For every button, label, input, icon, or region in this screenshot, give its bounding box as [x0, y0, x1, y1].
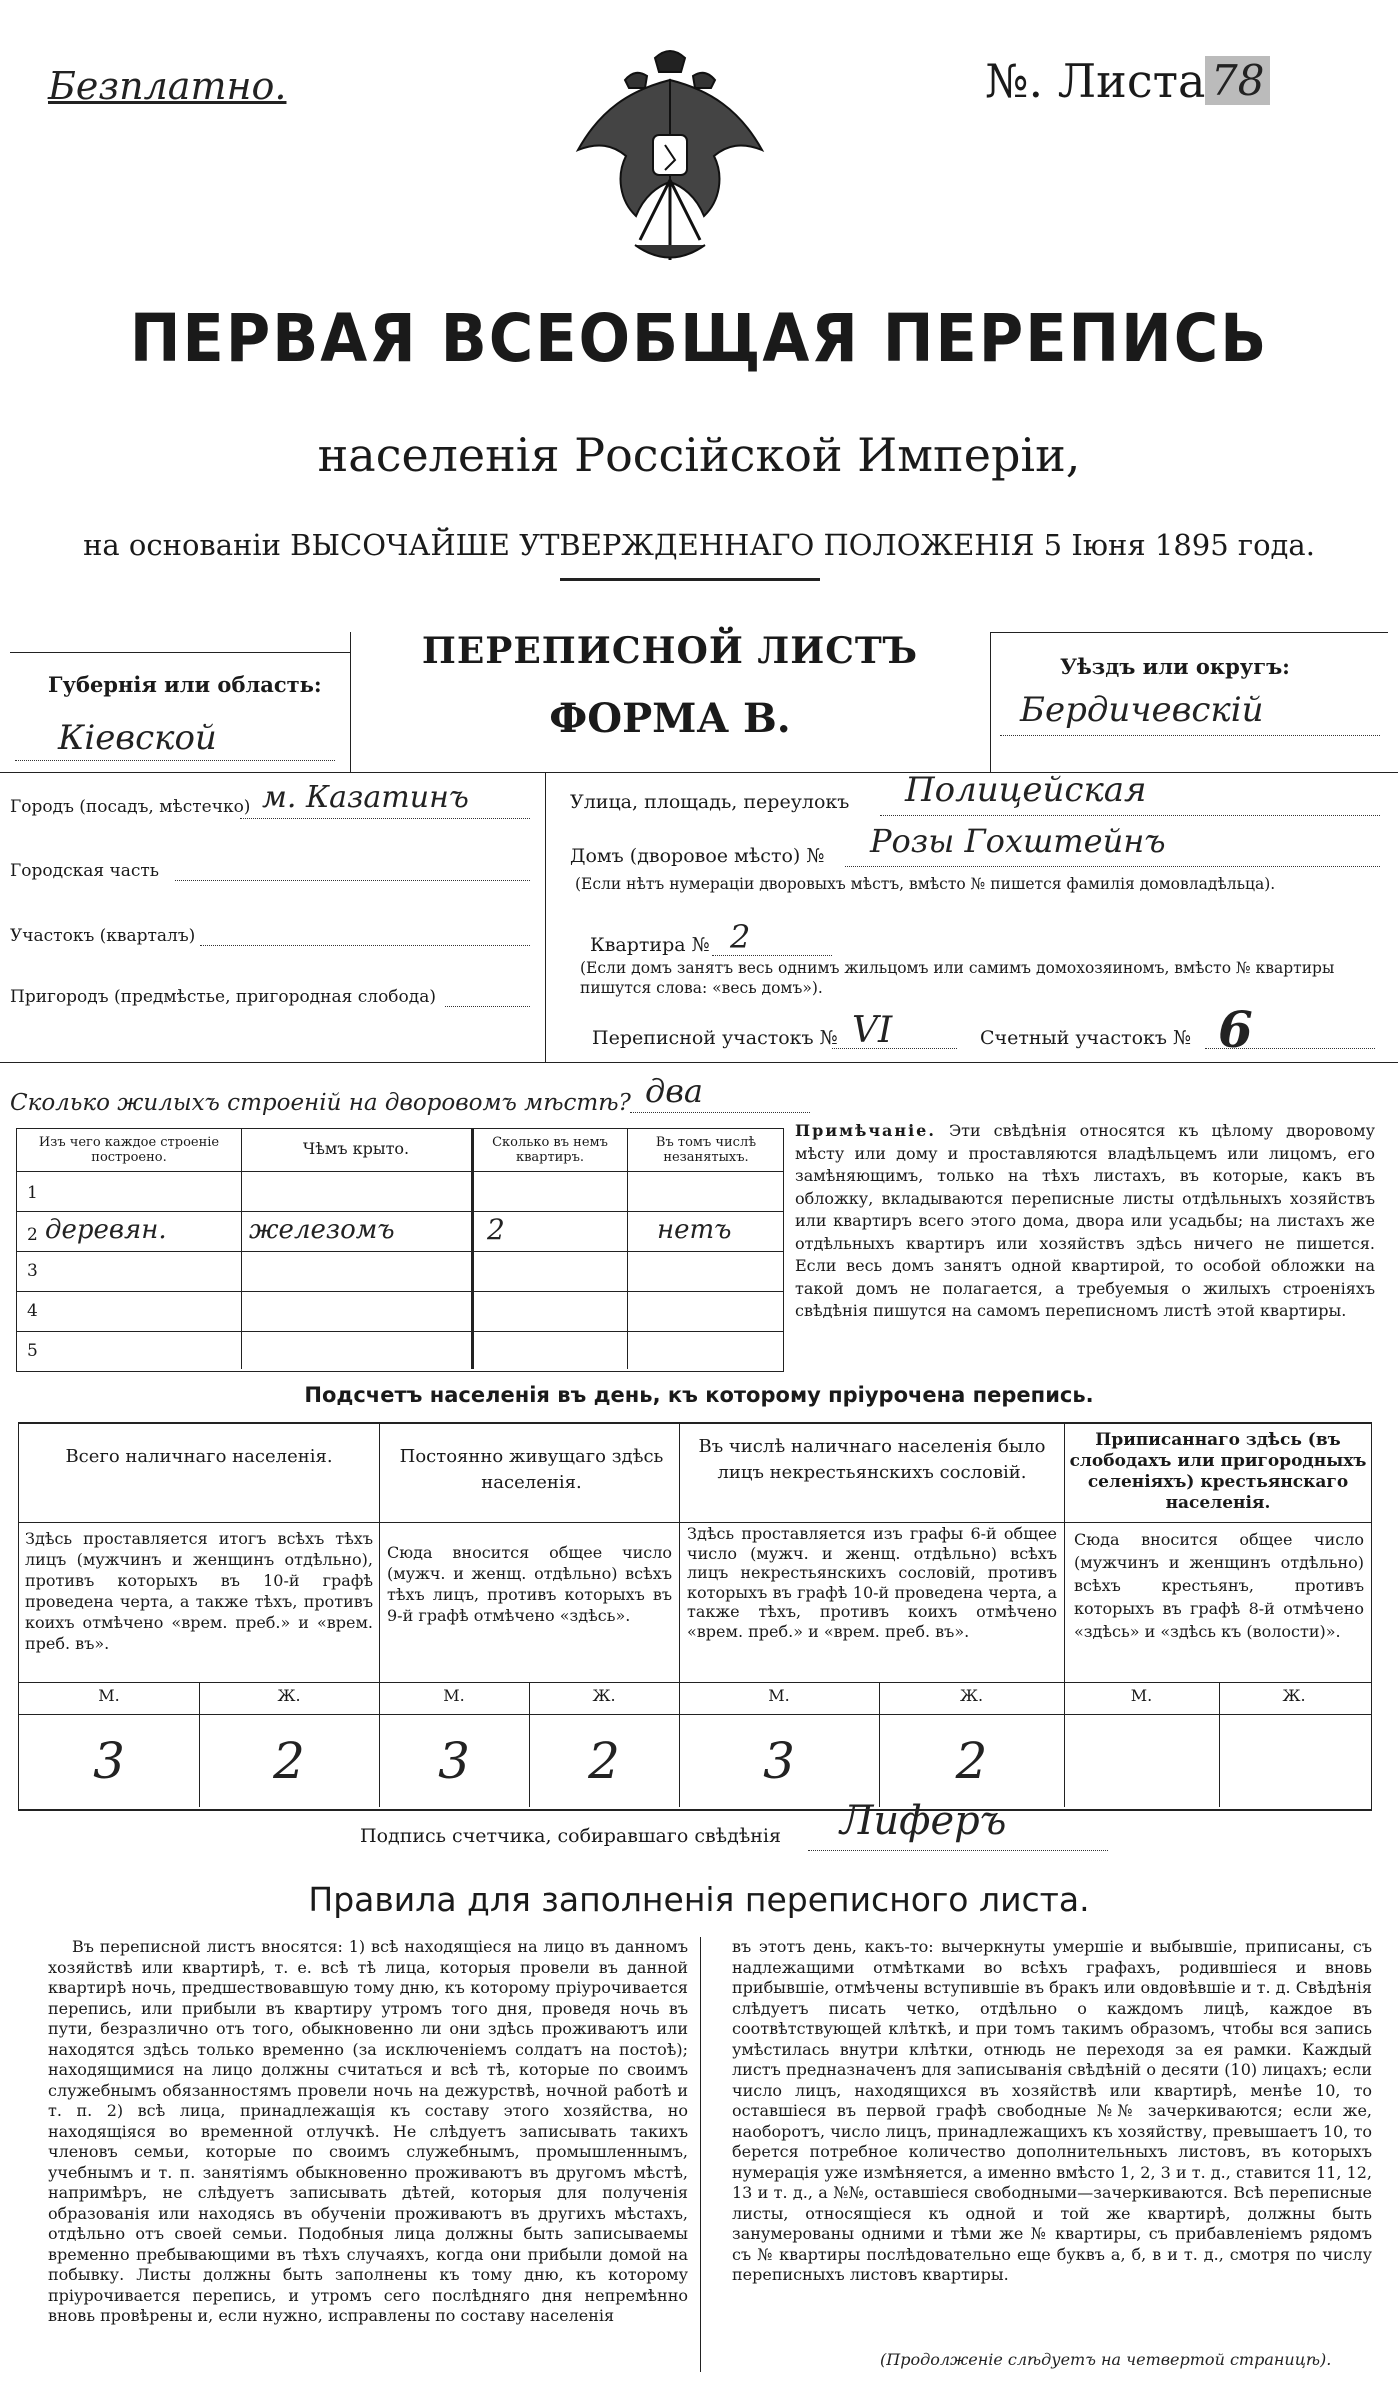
province-label: Губернія или область: — [48, 672, 322, 697]
pop-nonpeasant-male: 3 — [763, 1732, 795, 1790]
signature-label: Подпись счетчика, собиравшаго свѣдѣнія — [360, 1825, 781, 1847]
pop-col-nonpeasant-title: Въ числѣ наличнаго населенія было лицъ некрестьянскихъ сословій. — [698, 1436, 1046, 1483]
table-row — [17, 1291, 783, 1331]
rules-divider — [700, 1937, 701, 2372]
house-fill-line — [845, 866, 1380, 867]
district-label: Уѣздъ или округъ: — [1060, 654, 1290, 679]
district-fill-line — [1000, 735, 1380, 736]
city-part-fill-line — [175, 880, 530, 881]
city-label: Городъ (посадъ, мѣстечко) — [10, 797, 251, 817]
suburb-label: Пригородъ (предмѣстье, пригородная слобода) — [10, 987, 437, 1007]
row-number: 1 — [27, 1183, 38, 1203]
form-letter: ФОРМА В. — [549, 695, 791, 742]
buildings-col-material: Изъ чего каждое строеніе построено. — [38, 1135, 220, 1165]
f-label: Ж. — [592, 1686, 616, 1705]
row-number: 4 — [27, 1301, 38, 1321]
pop-total-female: 2 — [273, 1732, 305, 1790]
apartment-value: 2 — [730, 918, 751, 956]
table-row — [17, 1251, 783, 1291]
house-value: Розы Гохштейнъ — [870, 822, 1166, 860]
precinct-fill-line — [200, 945, 530, 946]
building-apartments: 2 — [487, 1213, 505, 1246]
buildings-col-vacant: Въ томъ числѣ незанятыхъ. — [655, 1135, 757, 1165]
building-material: деревян. — [45, 1215, 167, 1245]
apartment-label: Квартира № — [590, 934, 710, 956]
buildings-col-roof: Чѣмъ крыто. — [302, 1139, 410, 1158]
census-district-label: Переписной участокъ № — [592, 1027, 838, 1049]
house-note: (Если нѣтъ нумераціи дворовыхъ мѣстъ, вмѣсто № пишется фамилія домовладѣльца). — [575, 875, 1276, 893]
apartment-note: (Если домъ занятъ весь однимъ жильцомъ или самимъ домохозяиномъ, вмѣсто № квартиры пишутся слова: «весь домъ»). — [580, 959, 1335, 997]
rules-right-column: въ этотъ день, какъ-то: вычеркнуты умершіе и выбывшіе, приписаны, съ надлежащими отмѣтками во всѣхъ графахъ, родившіеся и вновь прибывшіе, отмѣчены вступившіе въ бракъ или овдовѣвшіе и т. д. Свѣдѣнія слѣдуетъ писать четко, отдѣльно о каждомъ лицѣ, каждое въ соотвѣтствующей клѣткѣ, и при томъ такимъ образомъ, чтобы вся запись умѣстилась внутри клѣтки, отнюдь не переходя за ея рамки. Каждый листъ предназначенъ для записыванія свѣдѣній о десяти (10) лицахъ; если число лицъ, находящихся въ хозяйствѣ или квартирѣ, менѣе 10, то оставшіеся въ первой графѣ свободные №№ зачеркиваются; если же, наоборотъ, число лицъ, принадлежащихъ къ хозяйству, превышаетъ 10, то берется потребное количество дополнительныхъ листовъ, въ которыхъ нумерація уже измѣняется, а именно вмѣсто 1, 2, 3 и т. д., ставится 11, 12, 13 и т. д., а №№, оставшіеся свободными—зачеркиваются. Всѣ переписные листы, относящіеся къ одной и той же квартирѣ, должны быть занумерованы одними и тѣми же № квартиры, съ прибавленіемъ рядомъ съ № квартиры послѣдовательно еще буквъ а, б, в и т. д., смотря по числу переписныхъ листовъ квартиры. — [732, 1937, 1372, 2284]
census-district-value: VI — [852, 1010, 893, 1051]
pop-total-male: 3 — [93, 1732, 125, 1790]
population-table — [18, 1422, 1372, 1811]
pop-nonpeasant-female: 2 — [955, 1732, 988, 1790]
pop-col-resident-desc: Сюда вносится общее число (мужч. и женщ. отдѣльно) всѣхъ тѣхъ лицъ, противъ которыхъ въ 9-й графѣ отмѣчено «здѣсь». — [387, 1543, 672, 1625]
signature-line — [808, 1850, 1108, 1851]
apartment-fill-line — [712, 955, 832, 956]
pop-col-total-title: Всего наличнаго населенія. — [65, 1446, 333, 1467]
rules-continuation: (Продолженіе слѣдуетъ на четвертой страницѣ). — [880, 2350, 1332, 2369]
count-district-fill-line — [1205, 1048, 1375, 1049]
signature-value: Лиферъ — [840, 1798, 1007, 1844]
table-row — [17, 1331, 783, 1369]
pop-col-peasant-title: Приписаннаго здѣсь (въ слободахъ или пригородныхъ селеніяхъ) крестьянскаго населенія. — [1069, 1430, 1367, 1513]
population-heading: Подсчетъ населенія въ день, къ которому пріурочена перепись. — [304, 1383, 1094, 1407]
pop-col-nonpeasant-desc: Здѣсь проставляется изъ графы 6-й общее число (мужч. и женщ. отдѣльно) всѣхъ лицъ некрестьянскихъ сословій, противъ которыхъ въ графѣ 10-й проведена черта, а также тѣхъ, противъ коихъ отмѣчено «врем. преб.» и «врем. преб. въ». — [687, 1524, 1057, 1641]
imperial-eagle-emblem — [555, 40, 785, 280]
census-subtitle: населенія Россійской Имперіи, — [317, 428, 1081, 482]
f-label: Ж. — [959, 1686, 984, 1705]
buildings-answer-line — [630, 1112, 810, 1113]
district-value: Бердичевскій — [1020, 690, 1264, 730]
row-number: 2 — [27, 1225, 38, 1245]
form-title: ПЕРЕПИСНОЙ ЛИСТЪ — [421, 630, 919, 672]
census-basis: на основаніи ВЫСОЧАЙШЕ УТВЕРЖДЕННАГО ПОЛОЖЕНІЯ 5 Іюня 1895 года. — [83, 528, 1315, 562]
m-label: М. — [1130, 1686, 1153, 1705]
sheet-number-value: 78 — [1205, 56, 1270, 105]
district-box-top — [990, 632, 1388, 633]
title-rule — [560, 578, 820, 581]
address-bottom — [0, 1062, 1398, 1063]
note-text: Эти свѣдѣнія относятся къ цѣлому дворовому мѣсту или дому и проставляются владѣльцемъ или лицомъ, его замѣняющимъ, только на тѣхъ листахъ, въ которые, какъ въ обложку, вкладываются переписные листы отдѣльныхъ хозяйствъ или квартиръ всего этого дома, двора или усадьбы; на листахъ же отдѣльныхъ квартиръ или хозяйствъ здѣсь ничего не пишется. Если весь домъ занятъ одной квартирой, то особой обложки на такой домъ не полагается, а требуемыя о жилыхъ строеніяхъ свѣдѣнія пишутся на самомъ переписномъ листѣ этой квартиры. — [795, 1121, 1376, 1320]
pop-resident-male: 3 — [438, 1732, 470, 1790]
province-fill-line — [15, 760, 335, 761]
table-row — [17, 1171, 783, 1211]
province-box-top — [10, 652, 350, 653]
buildings-question: Сколько жилыхъ строеній на дворовомъ мѣстѣ? — [10, 1090, 631, 1116]
f-label: Ж. — [1282, 1686, 1306, 1705]
buildings-col-apartments: Сколько въ немъ квартиръ. — [492, 1135, 608, 1165]
building-vacant: нетъ — [657, 1215, 732, 1245]
census-title: ПЕРВАЯ ВСЕОБЩАЯ ПЕРЕПИСЬ — [129, 300, 1269, 377]
rules-title: Правила для заполненія переписного листа. — [308, 1880, 1090, 1919]
building-roof: железомъ — [249, 1215, 395, 1245]
pop-col-total-desc: Здѣсь проставляется итогъ всѣхъ тѣхъ лицъ (мужчинъ и женщинъ отдѣльно), противъ которыхъ въ 10-й графѣ проведена черта, а также тѣхъ, противъ коихъ отмѣчено «врем. преб.» и «врем. преб. въ». — [25, 1529, 373, 1653]
census-district-fill-line — [832, 1048, 957, 1049]
count-district-label: Счетный участокъ № — [980, 1027, 1191, 1049]
precinct-label: Участокъ (кварталъ) — [10, 926, 196, 946]
city-fill-line — [240, 818, 530, 819]
sheet-number-label: №. Листа — [985, 54, 1206, 108]
street-value: Полицейская — [905, 770, 1147, 810]
m-label: М. — [98, 1686, 120, 1705]
pop-resident-female: 2 — [588, 1732, 620, 1790]
suburb-fill-line — [445, 1006, 530, 1007]
rules-left-column: Въ переписной листъ вносятся: 1) всѣ находящіеся на лицо въ данномъ хозяйствѣ или квартирѣ, т. е. всѣ тѣ лица, которыя провели въ данной квартирѣ ночь, предшествовавшую тому дню, къ которому пріурочивается перепись, или прибыли въ квартиру утромъ того дня, проведя ночь въ пути, безразлично отъ того, обыкновенно ли они здѣсь проживаютъ или находятся здѣсь только временно (за исключеніемъ солдатъ на постоѣ); находящимися на лицо должны считаться и всѣ тѣ, которые по своимъ служебнымъ обязанностямъ провели ночь на дежурствѣ, ночной работѣ и т. п. 2) всѣ лица, принадлежащія къ составу этого хозяйства, но находящіяся во временной отлучкѣ. Не слѣдуетъ записывать такихъ членовъ семьи, которые по своимъ служебнымъ, промышленнымъ, учебнымъ и т. п. занятіямъ обыкновенно проживаютъ въ другомъ мѣстѣ, напримѣръ, не слѣдуетъ записывать дѣтей, которыя для полученія образованія или находясь въ обученіи проживаютъ въ другихъ мѣстахъ, отдѣльно отъ своей семьи. Подобныя лица должны быть записываемы временно пребывающими въ тѣхъ случаяхъ, когда они прибыли домой на побывку. Листы должны быть заполнены къ тому дню, къ которому пріурочивается перепись, и утромъ сего послѣдняго дня непремѣнно вновь провѣрены и, если нужно, исправлены по составу населенія — [48, 1937, 688, 2325]
m-label: М. — [443, 1686, 465, 1705]
province-value: Кіевской — [58, 718, 217, 758]
street-fill-line — [880, 815, 1380, 816]
city-part-label: Городская часть — [10, 861, 160, 881]
street-label: Улица, площадь, переулокъ — [570, 791, 850, 813]
house-label: Домъ (дворовое мѣсто) № — [570, 845, 825, 867]
address-divider — [545, 772, 546, 1062]
count-district-value: 6 — [1218, 1000, 1253, 1059]
city-value: м. Казатинъ — [262, 780, 469, 815]
form-header-bottom — [0, 772, 1398, 773]
district-box-left — [990, 632, 991, 772]
row-number: 3 — [27, 1261, 38, 1281]
pop-col-resident-title: Постоянно живущаго здѣсь населенія. — [399, 1446, 664, 1493]
row-number: 5 — [27, 1341, 38, 1361]
free-of-charge-label: Безплатно. — [48, 64, 287, 108]
m-label: М. — [768, 1686, 790, 1705]
buildings-note — [795, 1120, 1375, 1323]
buildings-answer: два — [645, 1072, 703, 1110]
table-row — [17, 1211, 783, 1251]
note-title: Примѣчаніе. — [795, 1121, 936, 1140]
buildings-table — [16, 1128, 784, 1372]
f-label: Ж. — [277, 1686, 301, 1705]
pop-col-peasant-desc: Сюда вносится общее число (мужчинъ и женщинъ отдѣльно) всѣхъ крестьянъ, противъ которыхъ въ графѣ 8-й отмѣчено «здѣсь» и «здѣсь къ (волости)». — [1074, 1530, 1364, 1641]
